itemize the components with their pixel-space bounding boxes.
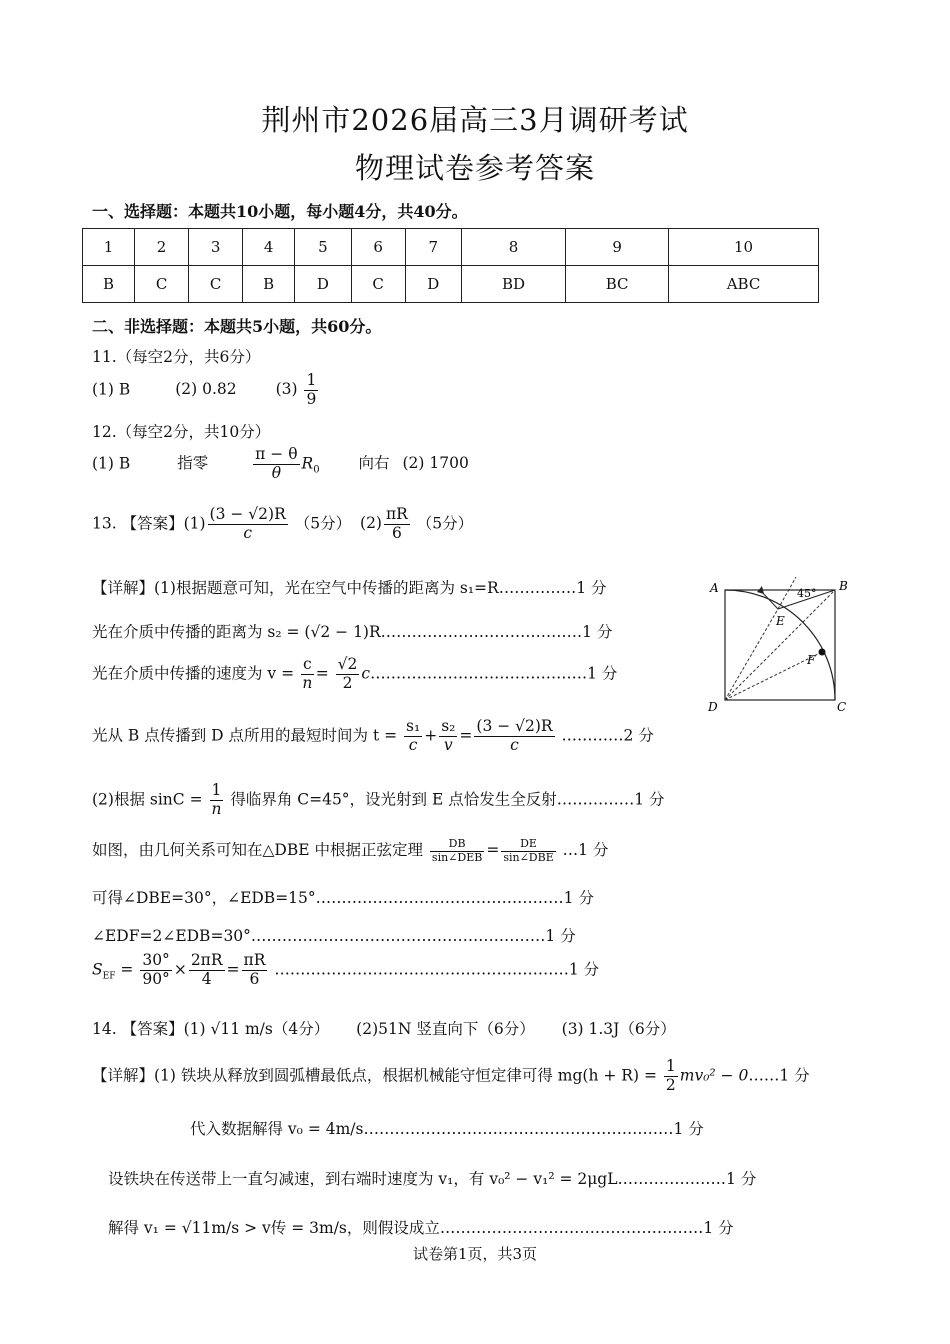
equals: = [315, 664, 329, 683]
q13-detail-9: $S_{EF}$ = $\frac{30^\circ}{90^\circ}$ × $\frac{2\pi R}{4}$ = $\frac{\pi R}{6}$ …………………………………………………1 分 [92, 951, 600, 988]
q13-answer [92, 506, 473, 543]
fraction: $\frac{(3 - √2)R}{c}$ [476, 717, 553, 754]
fraction: $\frac{2\pi R}{4}$ [190, 951, 223, 988]
table-cell: 9 [566, 229, 669, 266]
table-cell: 10 [669, 229, 819, 266]
table-cell: B [83, 266, 135, 303]
q11-fraction: $\frac{1}{9}$ [306, 371, 317, 408]
detail-text: 解得 v₁ = √11m/s > v传 = 3m/s，则假设成立 [108, 1219, 440, 1237]
detail-text: 光从 B 点传播到 D 点所用的最短时间为 t = [92, 726, 398, 745]
q11-a2: (2) 0.82 [175, 380, 237, 399]
detail-text: 光在介质中传播的速度为 v = [92, 664, 295, 683]
page-footer: 试卷第1页，共3页 [412, 1245, 538, 1263]
q14-lead: 14. 【答案】(1) √11 m/s（4分） [92, 1020, 330, 1038]
table-cell: BD [462, 266, 566, 303]
point-F [819, 649, 826, 656]
label-angle: 45° [797, 587, 817, 600]
equals: = [120, 960, 134, 979]
section-2-heading: 二、非选择题：本题共5小题，共60分。 [92, 317, 382, 336]
q13-detail-3: 光在介质中传播的速度为 v = $\frac{c}{n}$ = $\frac{√2}{2}$ c……………………………………1 分 [92, 655, 618, 692]
q13-detail-4: 光从 B 点传播到 D 点所用的最短时间为 t = $\frac{\text{s₁}}{c}$ + $\frac{\text{s₂}}{v}$ = $\frac{(3 - √2)R}{c}$ …………2 分 [92, 717, 654, 754]
q11-header: 11.（每空2分，共6分） [92, 348, 261, 366]
detail-text: 得临界角 C=45°，设光射到 E 点恰发生全反射 [230, 790, 557, 809]
plus: + [424, 726, 438, 745]
score: 1 分 [568, 960, 600, 979]
score: 1 分 [779, 1066, 810, 1085]
fraction: $\frac{DB}{\text{sin∠DEB}}$ [431, 837, 483, 864]
answer-table [82, 228, 819, 303]
q13-lead: 13. 【答案】(1) [92, 514, 206, 533]
score: 1 分 [576, 579, 607, 597]
section-1-heading: 一、选择题：本题共10小题，每小题4分，共40分。 [92, 202, 468, 221]
table-cell: 8 [462, 229, 566, 266]
q12-a4: 向右 [358, 454, 390, 473]
detail-text: 【详解】(1)根据题意可知，光在空气中传播的距离为 s₁=R [92, 579, 499, 597]
q13-detail-2: 光在介质中传播的距离为 s₂ = (√2 − 1)R…………………………………1 分 [92, 623, 613, 641]
table-cell: BC [566, 266, 669, 303]
geometry-figure [700, 572, 860, 722]
exam-subtitle: 物理试卷参考答案 [354, 151, 595, 185]
table-cell: 7 [405, 229, 461, 266]
label-D: D [708, 700, 718, 714]
q14-detail-1: 【详解】(1) 铁块从释放到圆弧槽最低点，根据机械能守恒定律可得 mg(h + R) = $\frac{1}{2}$ mv₀² − 0……1 分 [92, 1057, 810, 1094]
fraction: $\frac{√2}{2}$ [337, 655, 358, 692]
answer-table-answer-row [83, 266, 819, 303]
detail-text: 光在介质中传播的距离为 s₂ = (√2 − 1)R [92, 623, 381, 641]
q13-detail-5: (2)根据 sinC = $\frac{1}{n}$ 得临界角 C=45°，设光射到 E 点恰发生全反射……………1 分 [92, 781, 665, 818]
detail-tail: mv₀² − 0 [679, 1066, 749, 1085]
equals: = [486, 841, 500, 860]
fraction: $\frac{c}{n}$ [302, 655, 313, 692]
dashed-line-DE [725, 609, 778, 700]
label-E: E [776, 614, 785, 628]
dashed-line-DB [725, 590, 835, 700]
detail-text: 【详解】(1) 铁块从释放到圆弧槽最低点，根据机械能守恒定律可得 mg(h + R) = [92, 1066, 657, 1085]
score: 2 分 [623, 726, 654, 745]
q13-detail-7: 可得∠DBE=30°，∠EDB=15°…………………………………………1 分 [92, 889, 594, 907]
q14-detail-4: 解得 v₁ = √11m/s > v传 = 3m/s，则假设成立……………………………………………1 分 [108, 1219, 734, 1237]
q14-detail-3: 设铁块在传送带上一直匀减速，到右端时速度为 v₁，有 v₀² − v₁² = 2μgL…………………1 分 [108, 1170, 757, 1188]
table-cell: C [135, 266, 189, 303]
equals: = [226, 960, 240, 979]
table-cell: 1 [83, 229, 135, 266]
q14-detail-2: 代入数据解得 v₀ = 4m/s……………………………………………………1 分 [190, 1120, 704, 1138]
score: 1 分 [587, 664, 618, 683]
q12-fraction: $\frac{\pi - \theta}{\theta}$ [255, 445, 298, 482]
q13-detail-1: 【详解】(1)根据题意可知，光在空气中传播的距离为 s₁=R……………1 分 [92, 579, 607, 597]
fraction: $\frac{1}{n}$ [211, 781, 222, 818]
q11-a1: (1) B [92, 380, 131, 399]
exam-title: 荆州市2026届高三3月调研考试 [261, 103, 689, 137]
score: 1 分 [673, 1120, 704, 1138]
detail-tail: c [361, 664, 371, 683]
label-A: A [710, 581, 719, 595]
table-cell: 3 [189, 229, 243, 266]
score: 1 分 [545, 927, 576, 945]
q12-a1: (1) B [92, 454, 131, 473]
label-B: B [839, 579, 848, 593]
q14-part2: (2)51N 竖直向下（6分） [356, 1020, 535, 1038]
q13-fraction-1: $\frac{(3 - √2)R}{c}$ [209, 505, 286, 542]
q13-fraction-2: $\frac{\pi R}{6}$ [385, 505, 408, 542]
q11-a3: (3) [275, 380, 298, 399]
fraction: $\frac{\text{s₁}}{c}$ [406, 717, 421, 754]
q12-r: R [301, 454, 314, 473]
times: × [173, 960, 187, 979]
detail-text: (2)根据 sinC = [92, 790, 203, 809]
label-F: F [807, 653, 816, 667]
table-cell: C [189, 266, 243, 303]
q11-answers [92, 372, 320, 409]
detail-text: 可得∠DBE=30°，∠EDB=15° [92, 889, 316, 907]
table-cell: C [351, 266, 405, 303]
q13-part2: (2) [360, 514, 382, 533]
score: 1 分 [563, 889, 594, 907]
equals: = [459, 726, 473, 745]
q14-answer [92, 1017, 676, 1039]
table-cell: 2 [135, 229, 189, 266]
detail-text: ∠EDF=2∠EDB=30° [92, 927, 251, 945]
detail-text: 如图，由几何关系可知在△DBE 中根据正弦定理 [92, 841, 423, 860]
table-cell: 4 [243, 229, 295, 266]
q13-detail-8: ∠EDF=2∠EDB=30°…………………………………………………1 分 [92, 927, 576, 945]
fraction: $\frac{1}{2}$ [665, 1057, 676, 1094]
fraction: $\frac{\text{s₂}}{v}$ [441, 717, 456, 754]
q12-r-sub: 0 [313, 464, 320, 476]
q13-score-1: （5分） [294, 514, 352, 533]
q13-detail-6: 如图，由几何关系可知在△DBE 中根据正弦定理 $\frac{DB}{\text{sin∠DEB}}$ = $\frac{DE}{\text{sin∠DBE}}$ …1 分 [92, 837, 609, 864]
table-cell: ABC [669, 266, 819, 303]
q12-header: 12.（每空2分，共10分） [92, 423, 271, 441]
detail-text: S [92, 960, 103, 979]
score: 1 分 [578, 841, 609, 860]
score: 1 分 [582, 623, 613, 641]
table-cell: D [295, 266, 351, 303]
q12-answers [92, 446, 469, 483]
score: 1 分 [703, 1219, 734, 1237]
table-cell: 6 [351, 229, 405, 266]
table-cell: B [243, 266, 295, 303]
fraction: $\frac{DE}{\text{sin∠DBE}}$ [503, 837, 554, 864]
subscript: EF [102, 971, 116, 982]
answer-table-number-row [83, 229, 819, 266]
score: 1 分 [726, 1170, 757, 1188]
fraction: $\frac{\pi R}{6}$ [243, 951, 266, 988]
detail-text: 设铁块在传送带上一直匀减速，到右端时速度为 v₁，有 v₀² − v₁² = 2μgL [108, 1170, 618, 1188]
q14-part3: (3) 1.3J（6分） [561, 1020, 676, 1038]
table-cell: 5 [295, 229, 351, 266]
q12-a5: (2) 1700 [402, 454, 469, 473]
label-C: C [837, 700, 847, 714]
q12-a2: 指零 [177, 454, 209, 473]
table-cell: D [405, 266, 461, 303]
detail-text: 代入数据解得 v₀ = 4m/s [190, 1120, 364, 1138]
fraction: $\frac{30^\circ}{90^\circ}$ [142, 951, 170, 988]
q13-score-2: （5分） [416, 514, 474, 533]
score: 1 分 [634, 790, 665, 809]
